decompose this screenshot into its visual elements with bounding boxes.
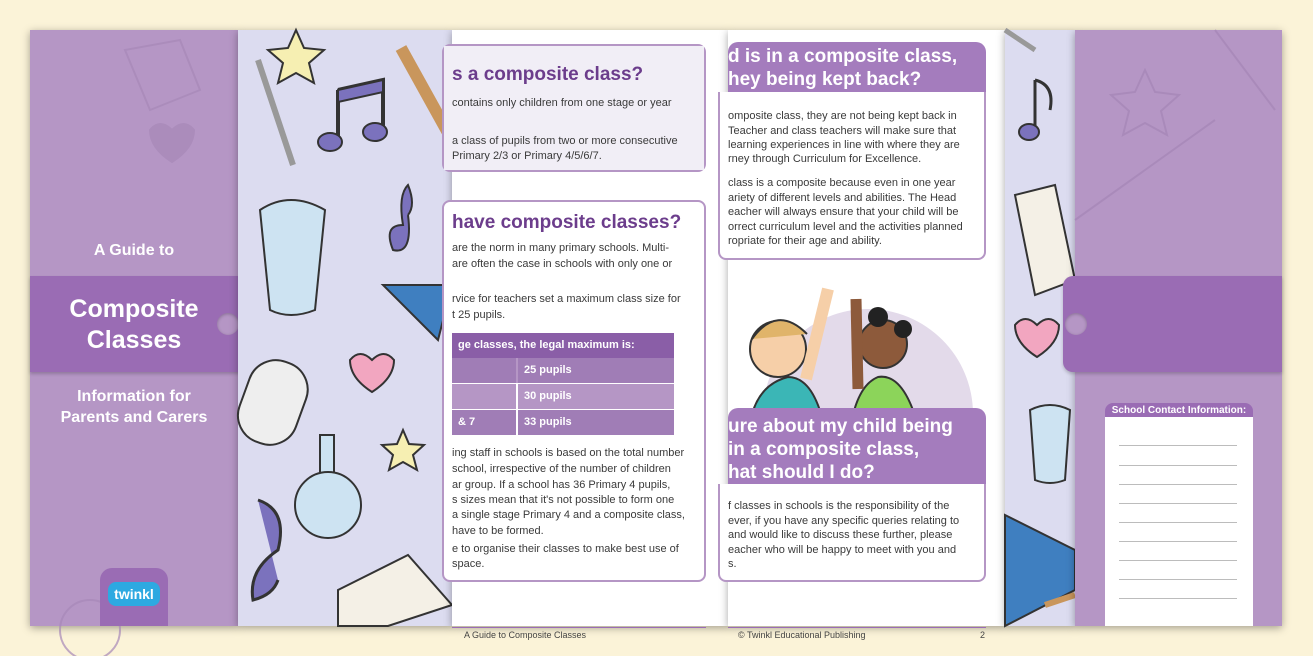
contact-line: [1119, 465, 1237, 466]
footer-rule: [452, 627, 706, 628]
table-header: [452, 333, 674, 358]
flask-icon: [295, 435, 361, 538]
question2-line: are the norm in many primary schools. Multi-: [452, 242, 670, 254]
beaker-icon: [1030, 405, 1070, 483]
paragraph-line: have to be formed.: [452, 525, 544, 537]
paragraph-line: school, irrespective of the number of children: [452, 463, 671, 475]
question2-line: rvice for teachers set a maximum class size for: [452, 293, 681, 305]
contact-line: [1119, 579, 1237, 580]
footer-copyright: © Twinkl Educational Publishing: [738, 630, 866, 640]
table-cell-label: [452, 384, 516, 409]
table-cell-value: 33 pupils: [518, 410, 674, 435]
section1-line: ariety of different levels and abilities. The Head: [728, 192, 957, 204]
section1-line: learning experiences in line with where they are: [728, 139, 960, 151]
section2-line: ever, if you have any specific queries relating to: [728, 515, 960, 527]
question1-line: a class of pupils from two or more consecutive: [452, 135, 678, 147]
set-square-icon: [1005, 515, 1075, 626]
contact-line: [1119, 598, 1237, 599]
cover-subtitle: A Guide to: [93, 242, 175, 259]
question2-line: t 25 pupils.: [452, 309, 506, 321]
heart-icon: [1015, 319, 1059, 357]
cover-info: [30, 386, 238, 428]
paragraph-line: s sizes mean that it's not possible to form one: [452, 494, 675, 506]
footer-title: A Guide to Composite Classes: [464, 630, 587, 640]
page-2: [728, 30, 1005, 640]
section1-line: ropriate for their age and ability.: [728, 235, 882, 247]
cover-info-line1: Information for: [77, 388, 191, 405]
question1-line: Primary 2/3 or Primary 4/5/6/7.: [452, 150, 602, 162]
star-icon: [268, 30, 324, 83]
contact-card: [1105, 403, 1253, 626]
table-cell-value: 30 pupils: [518, 384, 674, 409]
left-cover: [30, 30, 238, 626]
back-cover: [1075, 30, 1282, 626]
music-note-icon: [1019, 80, 1051, 140]
section1-heading-band: [728, 42, 986, 94]
cover-info-line2: Parents and Carers: [60, 409, 208, 426]
paintbrush-icon: [1005, 30, 1035, 50]
twinkl-logo: [100, 568, 168, 626]
section2-line: f classes in schools is the responsibility of the: [728, 500, 950, 512]
contact-line: [1119, 541, 1237, 542]
section1-line: eacher will always ensure that your child will be: [728, 206, 959, 218]
paragraph-line: ar group. If a school has 36 Primary 4 pupils,: [452, 479, 671, 491]
music-note-small-icon: [390, 185, 412, 251]
cover-title-line2: Classes: [86, 326, 182, 354]
section2-line: s.: [728, 558, 737, 570]
page-1: [452, 30, 728, 640]
band-dot: [1065, 313, 1087, 335]
section1-line: omposite class, they are not being kept back in: [728, 110, 957, 122]
band-dot: [217, 313, 239, 335]
beaker-icon: [260, 200, 325, 315]
question2-line: are often the case in schools with only one or: [452, 258, 673, 270]
star-small-icon: [382, 430, 424, 470]
section1-line: rney through Curriculum for Excellence.: [728, 153, 922, 165]
pattern-illustration: [238, 30, 452, 626]
section2-heading-band: [728, 408, 986, 485]
section2-heading-line1: ure about my child being: [728, 416, 953, 437]
page-number: 2: [980, 630, 986, 640]
section1-line: class is a composite because even in one year: [728, 177, 956, 189]
back-cover-band: [1063, 276, 1282, 372]
eraser-icon: [230, 352, 315, 452]
table-cell-label: [452, 358, 516, 383]
music-note-icon: [318, 80, 387, 151]
section2-line: eacher who will be happy to meet with you and: [728, 544, 957, 556]
section1-line: Teacher and class teachers will make sure that: [728, 125, 957, 137]
paragraph-line: e to organise their classes to make best use of: [452, 543, 679, 555]
decorative-pattern-left: [238, 30, 452, 626]
question2-heading: have composite classes?: [452, 212, 682, 233]
table-cell-value: 25 pupils: [518, 358, 674, 383]
contact-line: [1119, 445, 1237, 446]
table-cell-label: & 7: [452, 410, 516, 435]
table-header-text: ge classes, the legal maximum is:: [458, 339, 635, 351]
table-row: [452, 358, 674, 383]
contact-line: [1119, 484, 1237, 485]
section2-line: and would like to discuss these further, please: [728, 529, 953, 541]
table-row: [452, 384, 674, 409]
section1-heading-line2: hey being kept back?: [728, 69, 922, 90]
section2-heading-line2: in a composite class,: [728, 439, 920, 460]
section1-heading-line1: d is in a composite class,: [728, 46, 958, 67]
paragraph-line: space.: [452, 558, 485, 570]
section2-heading-line3: hat should I do?: [728, 462, 875, 483]
treble-clef-icon: [252, 500, 280, 600]
paragraph-line: a single stage Primary 4 and a composite class,: [452, 509, 685, 521]
book-icon: [338, 555, 452, 626]
cover-title-line1: Composite: [69, 295, 199, 323]
footer-rule: [728, 627, 986, 628]
question1-heading: s a composite class?: [452, 64, 644, 85]
contact-line: [1119, 503, 1237, 504]
twinkl-logo-text: twinkl: [108, 582, 160, 606]
paragraph-line: ing staff in schools is based on the total number: [452, 447, 685, 459]
cover-title-band: [30, 276, 248, 372]
contact-line: [1119, 560, 1237, 561]
section1-line: orrect curriculum level and the activities planned: [728, 221, 963, 233]
contact-line: [1119, 522, 1237, 523]
heart-icon: [350, 354, 394, 392]
question1-line: contains only children from one stage or year: [452, 97, 672, 109]
table-row: [452, 410, 674, 435]
contact-title: School Contact Information:: [1111, 405, 1247, 416]
